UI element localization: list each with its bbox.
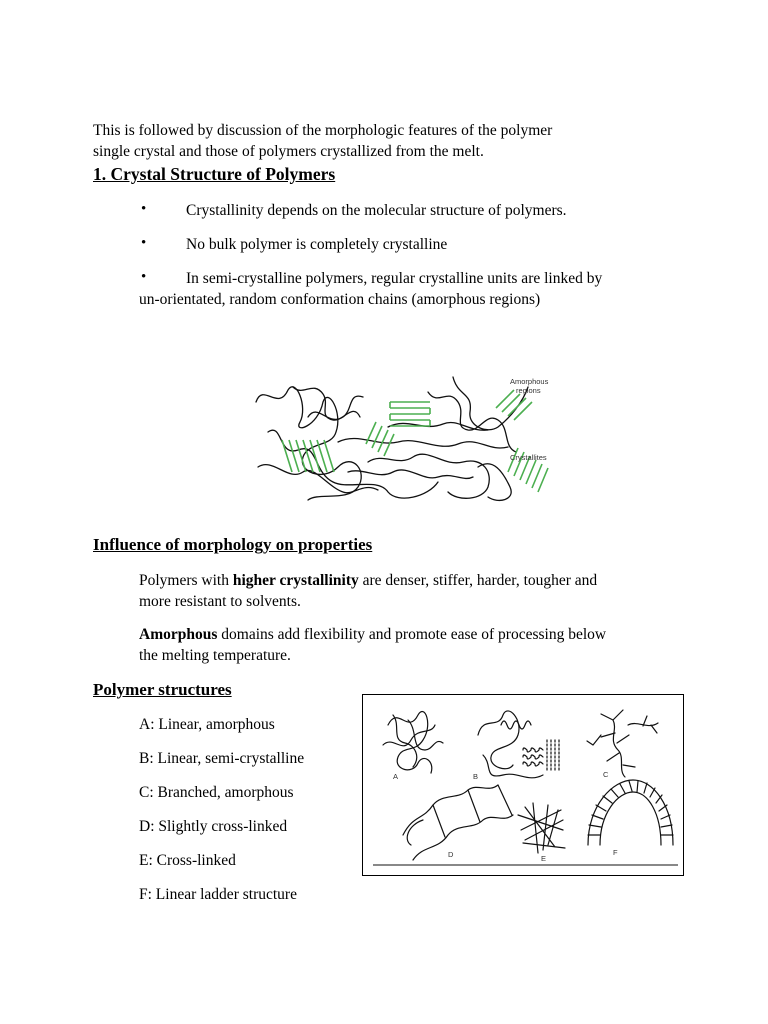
bullet-text-3: In semi-crystalline polymers, regular crystalline units are linked by bbox=[186, 270, 603, 287]
intro-line-1: This is followed by discussion of the morphologic features of the polymer bbox=[93, 122, 553, 139]
figure-label-e: E bbox=[541, 854, 547, 863]
structure-f-drawing bbox=[588, 780, 673, 845]
figure-label-regions: regions bbox=[516, 386, 541, 395]
structure-e-drawing bbox=[518, 803, 565, 853]
crystallite-block bbox=[366, 422, 394, 456]
section-heading-polymer-structures: Polymer structures bbox=[93, 680, 232, 699]
bullet-text-3-continued: un-orientated, random conformation chains (amorphous regions) bbox=[139, 291, 541, 308]
bullet-marker: • bbox=[141, 201, 147, 217]
para2-line-2: the melting temperature. bbox=[139, 647, 291, 664]
intro-line-2: single crystal and those of polymers crystallized from the melt. bbox=[93, 143, 484, 160]
figure-label-d: D bbox=[448, 850, 454, 859]
bullet-marker: • bbox=[141, 269, 147, 285]
bullet-marker: • bbox=[141, 235, 147, 251]
structure-item-c: C: Branched, amorphous bbox=[139, 784, 294, 801]
crystallite-block bbox=[282, 440, 334, 472]
bullet-text-2: No bulk polymer is completely crystalline bbox=[186, 236, 448, 253]
structure-item-a: A: Linear, amorphous bbox=[139, 716, 275, 733]
figure-label-f: F bbox=[613, 848, 618, 857]
crystallite-block bbox=[390, 402, 430, 426]
structure-item-d: D: Slightly cross-linked bbox=[139, 818, 288, 835]
structure-d-drawing bbox=[403, 785, 513, 860]
structure-item-e: E: Cross-linked bbox=[139, 852, 236, 869]
para1-post: are denser, stiffer, harder, tougher and bbox=[358, 572, 598, 589]
structure-a-drawing bbox=[383, 712, 443, 773]
figure-label-c: C bbox=[603, 770, 609, 779]
bullet-text-1: Crystallinity depends on the molecular structure of polymers. bbox=[186, 202, 567, 219]
para2-post: domains add flexibility and promote ease of processing below bbox=[217, 626, 607, 643]
para1-pre: Polymers with bbox=[139, 572, 233, 589]
para1-bold: higher crystallinity bbox=[232, 572, 359, 589]
structure-c-drawing bbox=[587, 710, 658, 777]
para1-line-2: more resistant to solvents. bbox=[139, 593, 301, 610]
polymer-structures-figure bbox=[362, 694, 684, 876]
figure-label-crystallites: Crystallites bbox=[510, 453, 547, 462]
morphology-paragraph-1 bbox=[139, 570, 699, 612]
intro-paragraph bbox=[93, 120, 653, 162]
para2-bold: Amorphous bbox=[139, 626, 218, 643]
structure-item-f: F: Linear ladder structure bbox=[139, 886, 297, 903]
crystallinity-figure bbox=[248, 372, 578, 508]
structure-b-drawing bbox=[478, 711, 559, 778]
morphology-paragraph-2 bbox=[139, 624, 699, 666]
section-heading-morphology: Influence of morphology on properties bbox=[93, 535, 373, 554]
figure-label-b: B bbox=[473, 772, 479, 781]
figure-label-a: A bbox=[393, 772, 399, 781]
section-heading-crystal-structure: 1. Crystal Structure of Polymers bbox=[93, 164, 336, 184]
structure-item-b: B: Linear, semi-crystalline bbox=[139, 750, 305, 767]
figure-label-amorphous: Amorphous bbox=[510, 377, 549, 386]
